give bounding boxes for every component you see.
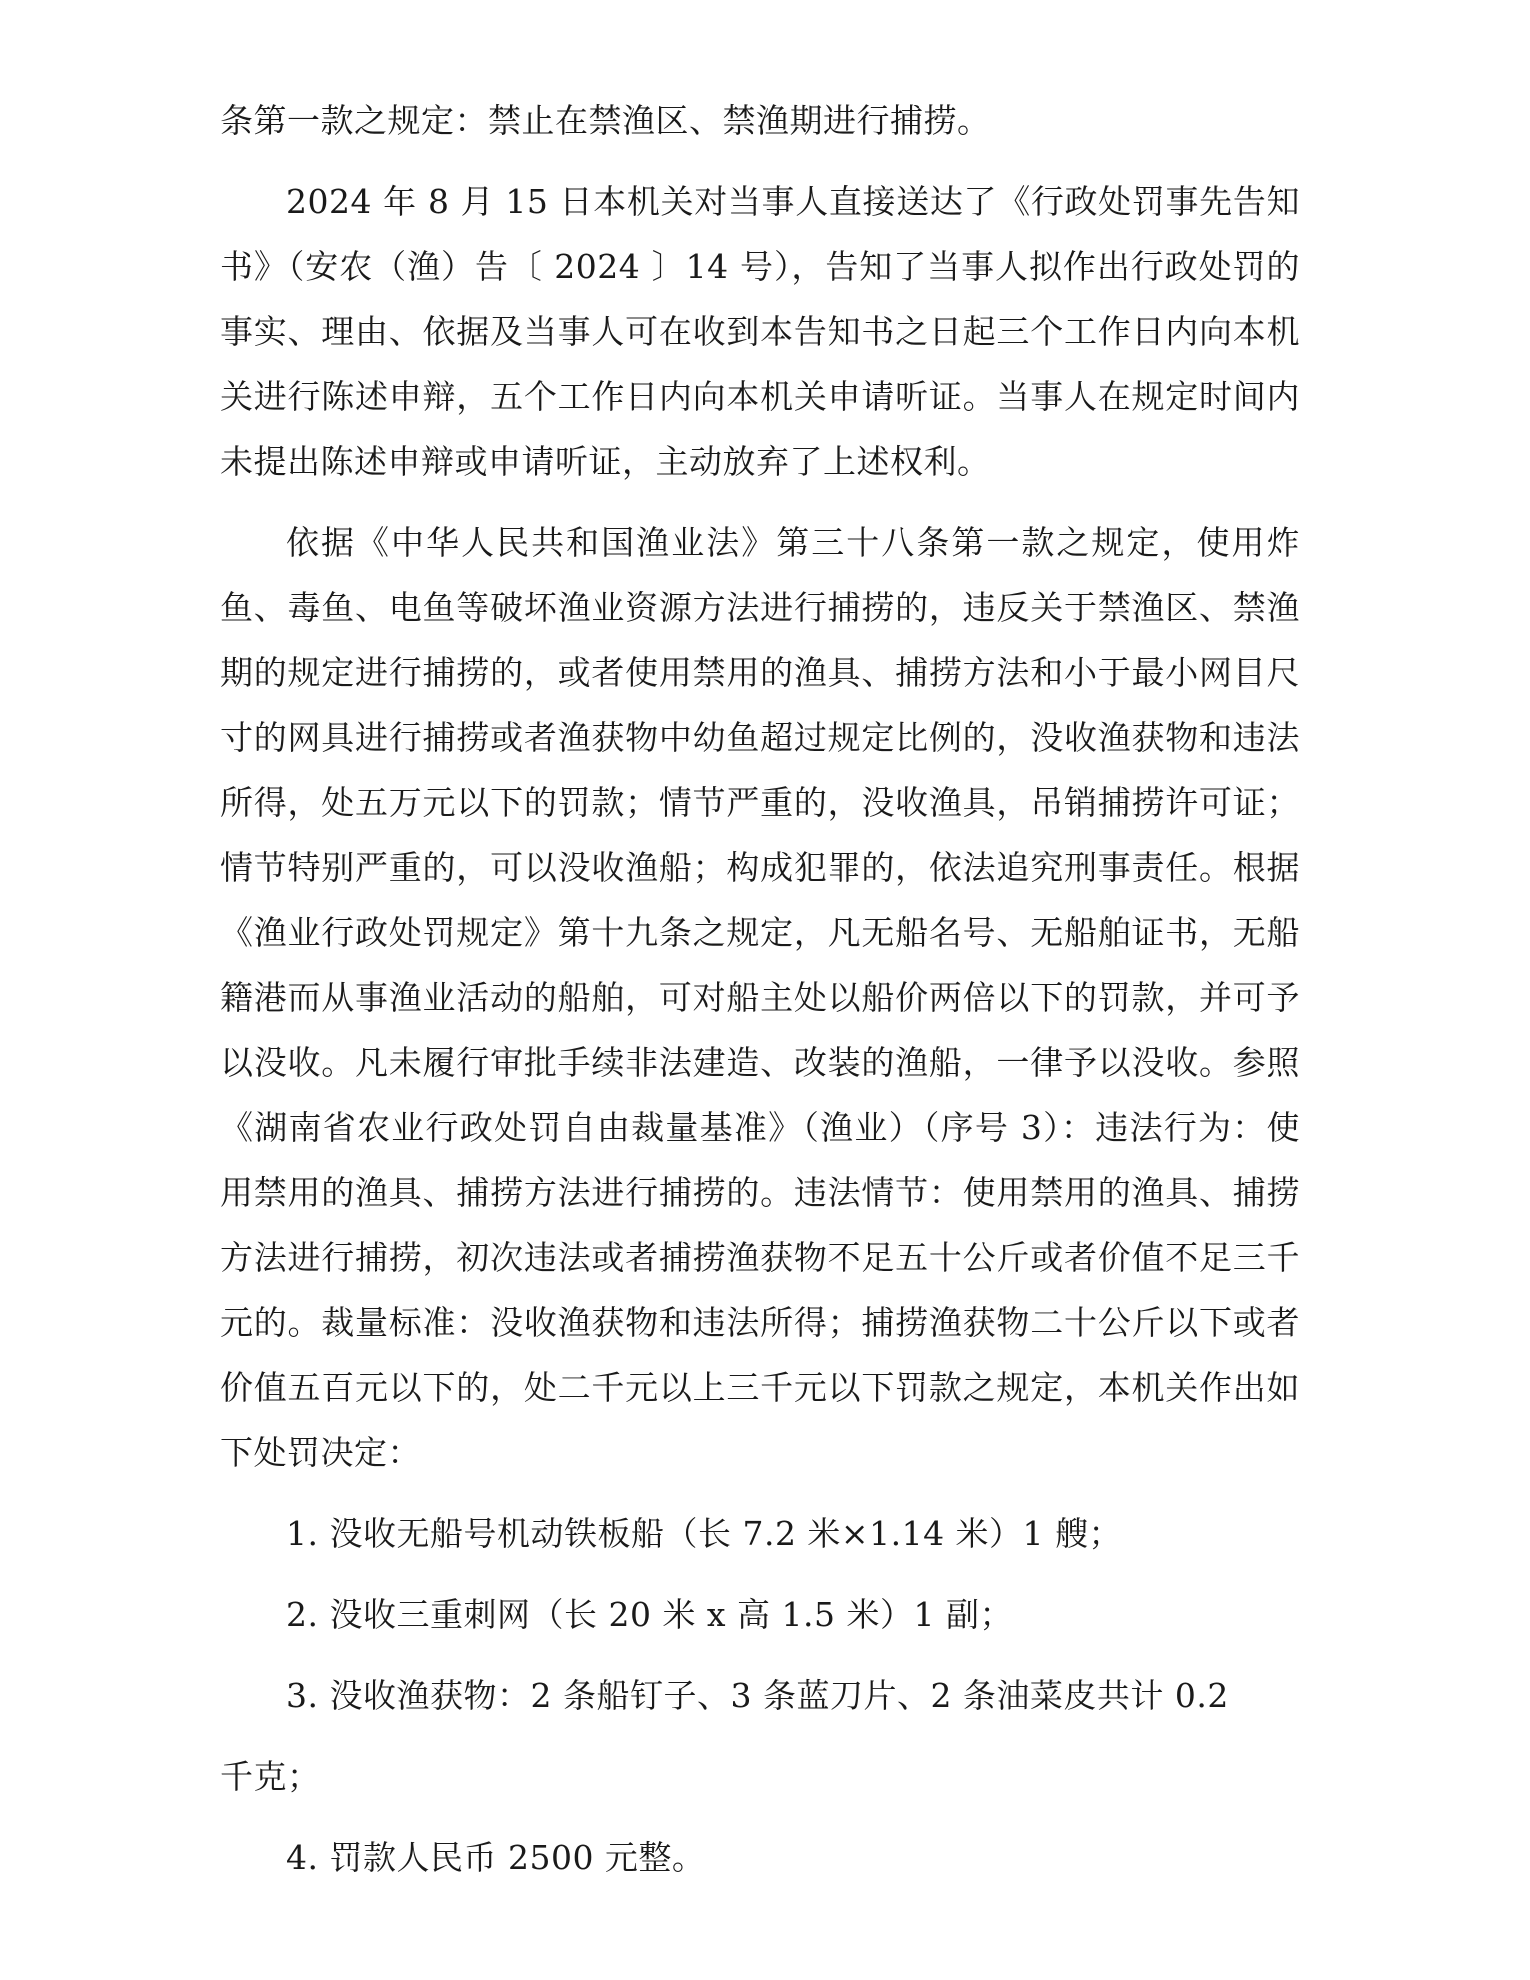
paragraph-legal-basis: 依据《中华人民共和国渔业法》第三十八条第一款之规定，使用炸鱼、毒鱼、电鱼等破坏渔业资源方法进行捕捞的，违反关于禁渔区、禁渔期的规定进行捕捞的，或者使用禁用的渔具、捕捞方法和小于最小网目尺寸的网具进行捕捞或者渔获物中幼鱼超过规定比例的，没收渔获物和违法所得，处五万元以下的罚款；情节严重的，没收渔具，吊销捕捞许可证；情节特别严重的，可以没收渔船；构成犯罪的，依法追究刑事责任。根据《渔业行政处罚规定》第十九条之规定，凡无船名号、无船舶证书，无船籍港而从事渔业活动的船舶，可对船主处以船价两倍以下的罚款，并可予以没收。凡未履行审批手续非法建造、改装的渔船，一律予以没收。参照《湖南省农业行政处罚自由裁量基准》（渔业）（序号 3）：违法行为：使用禁用的渔具、捕捞方法进行捕捞的。违法情节：使用禁用的渔具、捕捞方法进行捕捞，初次违法或者捕捞渔获物不足五十公斤或者价值不足三千元的。裁量标准：没收渔获物和违法所得；捕捞渔获物二十公斤以下或者价值五百元以下的，处二千元以上三千元以下罚款之规定，本机关作出如下处罚决定： (220, 523, 1300, 1472)
decision-item-4: 4. 罚款人民币 2500 元整。 (286, 1838, 706, 1877)
paragraph-notice: 2024 年 8 月 15 日本机关对当事人直接送达了《行政处罚事先告知书》（安农（渔）告〔 2024 〕14 号），告知了当事人拟作出行政处罚的事实、理由、依据及当事人可在收到本告知书之日起三个工作日内向本机关进行陈述申辩，五个工作日内向本机关申请听证。当事人在规定时间内未提出陈述申辩或申请听证，主动放弃了上述权利。 (220, 182, 1300, 481)
decision-item-3: 3. 没收渔获物：2 条船钉子、3 条蓝刀片、2 条油菜皮共计 0.2 (286, 1676, 1229, 1715)
document-body (220, 88, 1300, 1890)
decision-item-3-continuation: 千克； (220, 1757, 321, 1796)
decision-item-2: 2. 没收三重刺网（长 20 米 x 高 1.5 米）1 副； (286, 1595, 1013, 1634)
paragraph-continuation: 条第一款之规定：禁止在禁渔区、禁渔期进行捕捞。 (220, 101, 991, 140)
decision-item-1: 1. 没收无船号机动铁板船（长 7.2 米×1.14 米）1 艘； (286, 1514, 1123, 1553)
